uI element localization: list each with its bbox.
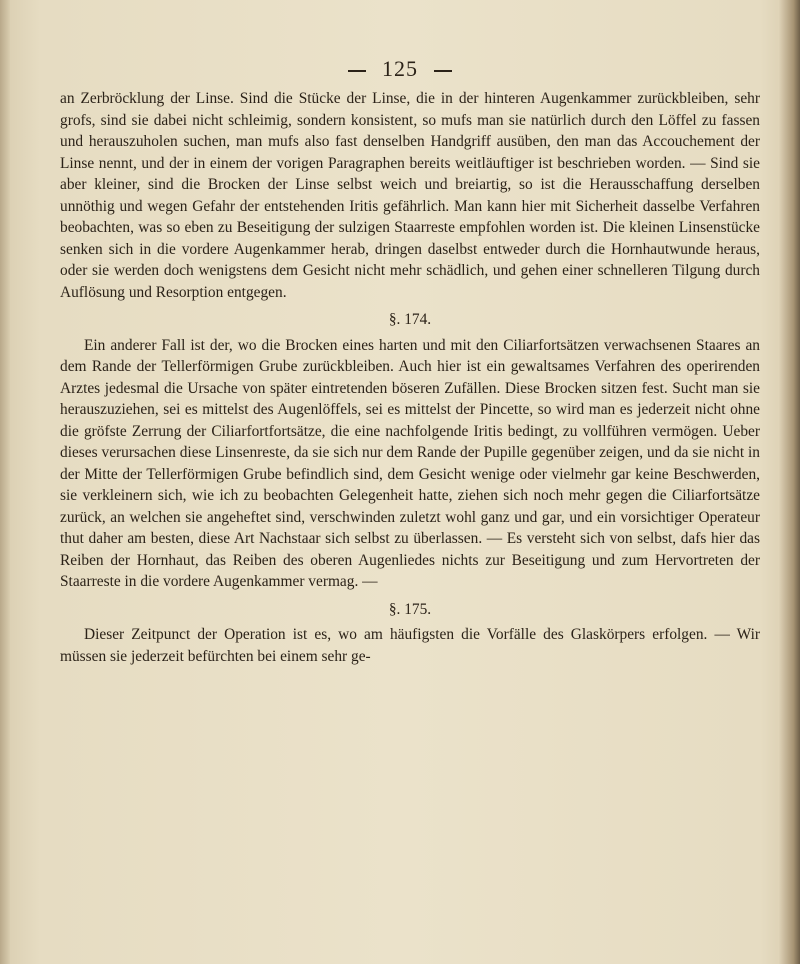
section-heading-174: §. 174. xyxy=(388,311,432,328)
page-number: 125 xyxy=(382,56,418,81)
section-175-text: Dieser Zeitpunct der Operation ist es, wo am häufigsten die Vorfälle des Glaskörpers erfolgen. — Wir müssen sie jederzeit befürchten bei einem sehr ge- xyxy=(60,626,760,665)
page-right-edge xyxy=(778,0,800,964)
header-dash-right xyxy=(434,70,452,72)
page-left-edge xyxy=(0,0,10,964)
paragraph-continuation: an Zerbröcklung der Linse. Sind die Stücke der Linse, die in der hinteren Augenkammer zurückbleiben, sehr grofs, sind sie dabei nicht schleimig, sondern konsistent, so mufs man sie natürlich durch den Löffel zu fassen und herauszuholen suchen, man mufs also fast denselben Handgriff ausüben, den man das Accouchement der Linse nennt, und der in einem der vorigen Paragraphen bereits weitläuftiger ist beschrieben worden. — Sind sie aber kleiner, sind die Brocken der Linse selbst weich und breiartig, so ist die Herausschaffung derselben unnöthig und wegen Gefahr der entstehenden Iritis gefährlich. Man kann hier mit Sicherheit dasselbe Verfahren beobachten, was so eben zu Beseitigung der sulzigen Staarreste empfohlen worden ist. Die kleinen Linsenstücke senken sich in die vordere Augenkammer herab, dringen daselbst entweder durch die Hornhautwunde heraus, oder sie werden doch wenigstens dem Gesicht nicht mehr schädlich, und gehen einer schnelleren Tilgung durch Auflösung und Resorption entgegen. xyxy=(60,90,760,301)
page-header xyxy=(0,56,800,82)
section-174-text: Ein anderer Fall ist der, wo die Brocken eines harten und mit den Ciliarfortsätzen verwachsenen Staares an dem Rande der Tellerförmigen Grube zurückbleiben. Auch hier ist ein gewaltsames Verfahren des operirenden Arztes jedesmal die Ursache von später eintretenden böseren Zufällen. Diese Brocken sitzen fest. Sucht man sie herauszuziehen, sei es mittelst des Augenlöffels, sei es mittelst der Pincette, so wird man es jederzeit nicht ohne die gröfste Zerrung der Ciliarfortfortsätze, die eine nachfolgende Iritis bedingt, zu vollführen vermögen. Ueber dieses verursachen diese Linsenreste, da sie sich nur dem Rande der Pupille gegenüber zeigen, und da sie nicht in der Mitte der Tellerförmigen Grube befindlich sind, dem Gesicht wenige oder vielmehr gar keine Beschwerden, sie verkleinern sich, wie ich zu beobachten Gelegenheit hatte, ziehen sich noch mehr gegen die Ciliarfortsätze zurück, an welchen sie angeheftet sind, verschwinden zuletzt wohl ganz und gar, und ein vorsichtiger Operateur thut daher am besten, diese Art Nachstaar sich selbst zu überlassen. — Es versteht sich von selbst, dafs hier das Reiben der Hornhaut, das Reiben des oberen Augenliedes nichts zur Beseitigung und zum Hervortreten der Staarreste in die vordere Augenkammer vermag. — xyxy=(60,336,760,590)
section-heading-175: §. 175. xyxy=(388,600,432,618)
header-dash-left xyxy=(348,70,366,72)
page-body xyxy=(60,88,760,667)
